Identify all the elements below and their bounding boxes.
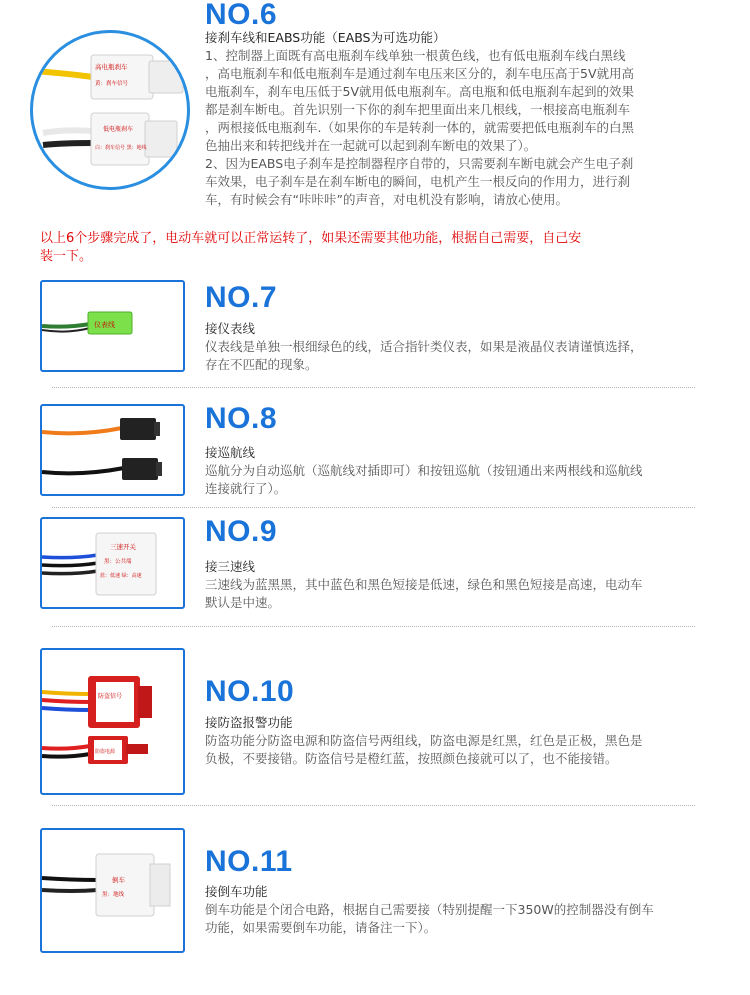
- section8-number: NO.8: [205, 402, 278, 435]
- section10-title: 接防盗报警功能: [205, 715, 293, 730]
- section9-number: NO.9: [205, 515, 278, 548]
- section7-number: NO.7: [205, 281, 278, 314]
- completion-notice: [40, 230, 730, 266]
- section7-line: 仪表线是单独一根细绿色的线，适合指针类仪表，如果是液晶仪表请谨慎选择，: [205, 339, 643, 354]
- divider: [52, 805, 695, 806]
- reverse-wire-photo: [40, 828, 185, 953]
- section11-body: [205, 901, 725, 937]
- section6-title: 接刹车线和EABS功能（EABS为可选功能）: [205, 30, 446, 45]
- section7-line: 存在不匹配的现象。: [205, 357, 318, 372]
- three-speed-wire-photo: [40, 517, 185, 609]
- anti-theft-power-label: 防盗电源: [95, 749, 116, 755]
- section6-number: NO.6: [205, 0, 278, 31]
- section9-line: 默认是中速。: [205, 595, 281, 610]
- section6-line: ，两根接低电瓶刹车.（如果你的车是转刹一体的，就需要把低电瓶刹车的白黑: [205, 120, 634, 135]
- anti-theft-signal-label: 防盗信号: [98, 693, 123, 700]
- section11-number: NO.11: [205, 845, 293, 878]
- three-speed-label: 三速开关: [110, 543, 136, 551]
- section6-line: 1、控制器上面既有高电瓶刹车线单独一根黄色线，也有低电瓶刹车线白黑线: [205, 48, 626, 63]
- section6-line: 2、因为EABS电子刹车是控制器程序自带的，只需要刹车断电就会产生电子刹: [205, 156, 634, 171]
- meter-wire-photo: [40, 280, 185, 372]
- section8-title: 接巡航线: [205, 445, 256, 460]
- section11-line: 功能，如果需要倒车功能，请备注一下）。: [205, 920, 437, 935]
- section6-line: 车效果，电子刹车是在刹车断电的瞬间，电机产生一根反向的作用力，进行刹: [205, 174, 631, 189]
- section11-title: 接倒车功能: [205, 884, 268, 899]
- brake-wire-photo: [30, 30, 190, 190]
- meter-connector-label: 仪表线: [94, 321, 115, 329]
- section10-line: 负极，不要接错。防盗信号是橙红蓝，按照颜色接就可以了，也不能接错。: [205, 751, 618, 766]
- anti-theft-wire-photo: [40, 648, 185, 795]
- section6-line: 色抽出来和转把线并在一起就可以起到刹车断电的效果了）。: [205, 138, 537, 153]
- notice-line: 以上6个步骤完成了，电动车就可以正常运转了，如果还需要其他功能，根据自己需要，自己安: [40, 231, 582, 246]
- section10-body: [205, 732, 725, 768]
- divider: [52, 387, 695, 388]
- divider: [52, 626, 695, 627]
- three-speed-sublabel: 黑：公共端: [104, 559, 132, 565]
- notice-line: 装一下。: [40, 249, 93, 264]
- section6-line: 都是刹车断电。首先识别一下你的刹车把里面出来几根线，一根接高电瓶刹车: [205, 102, 631, 117]
- section11-line: 倒车功能是个闭合电路，根据自己需要接（特别提醒一下350W的控制器没有倒车: [205, 902, 654, 917]
- section10-line: 防盗功能分防盗电源和防盗信号两组线，防盗电源是红黑，红色是正极，黑色是: [205, 733, 643, 748]
- section8-line: 连接就行了）。: [205, 481, 287, 496]
- section10-number: NO.10: [205, 675, 295, 708]
- section6-line: 电瓶刹车，刹车电压低于5V就用低电瓶刹车。高电瓶和低电瓶刹车起到的效果: [205, 84, 635, 99]
- bottom-connector-sublabel: 白：刹车信号 黑：地线: [95, 145, 147, 151]
- section7-body: [205, 338, 725, 374]
- section9-body: [205, 576, 725, 612]
- top-connector-label: 高电瓶刹车: [95, 63, 128, 71]
- section9-line: 三速线为蓝黑黑，其中蓝色和黑色短接是低速，绿色和黑色短接是高速，电动车: [205, 577, 643, 592]
- section6-line: 车，有时候会有“咔咔咔”的声音，对电机没有影响，请放心使用。: [205, 192, 568, 207]
- section7-title: 接仪表线: [205, 321, 256, 336]
- section8-body: [205, 462, 725, 498]
- section9-title: 接三速线: [205, 559, 256, 574]
- section6-line: ，高电瓶刹车和低电瓶刹车是通过刹车电压来区分的，刹车电压高于5V就用高: [205, 66, 635, 81]
- divider: [52, 507, 695, 508]
- three-speed-sublabel: 蓝：低速 绿：高速: [100, 573, 142, 579]
- top-connector-sublabel: 黄：刹车信号: [95, 81, 129, 87]
- bottom-connector-label: 低电瓶刹车: [103, 126, 134, 133]
- reverse-connector-label: 倒车: [112, 876, 125, 884]
- section6-body: [205, 47, 725, 209]
- section8-line: 巡航分为自动巡航（巡航线对插即可）和按钮巡航（按钮通出来两根线和巡航线: [205, 463, 643, 478]
- cruise-wire-photo: [40, 404, 185, 496]
- reverse-connector-sublabel: 黑：地线: [102, 892, 125, 898]
